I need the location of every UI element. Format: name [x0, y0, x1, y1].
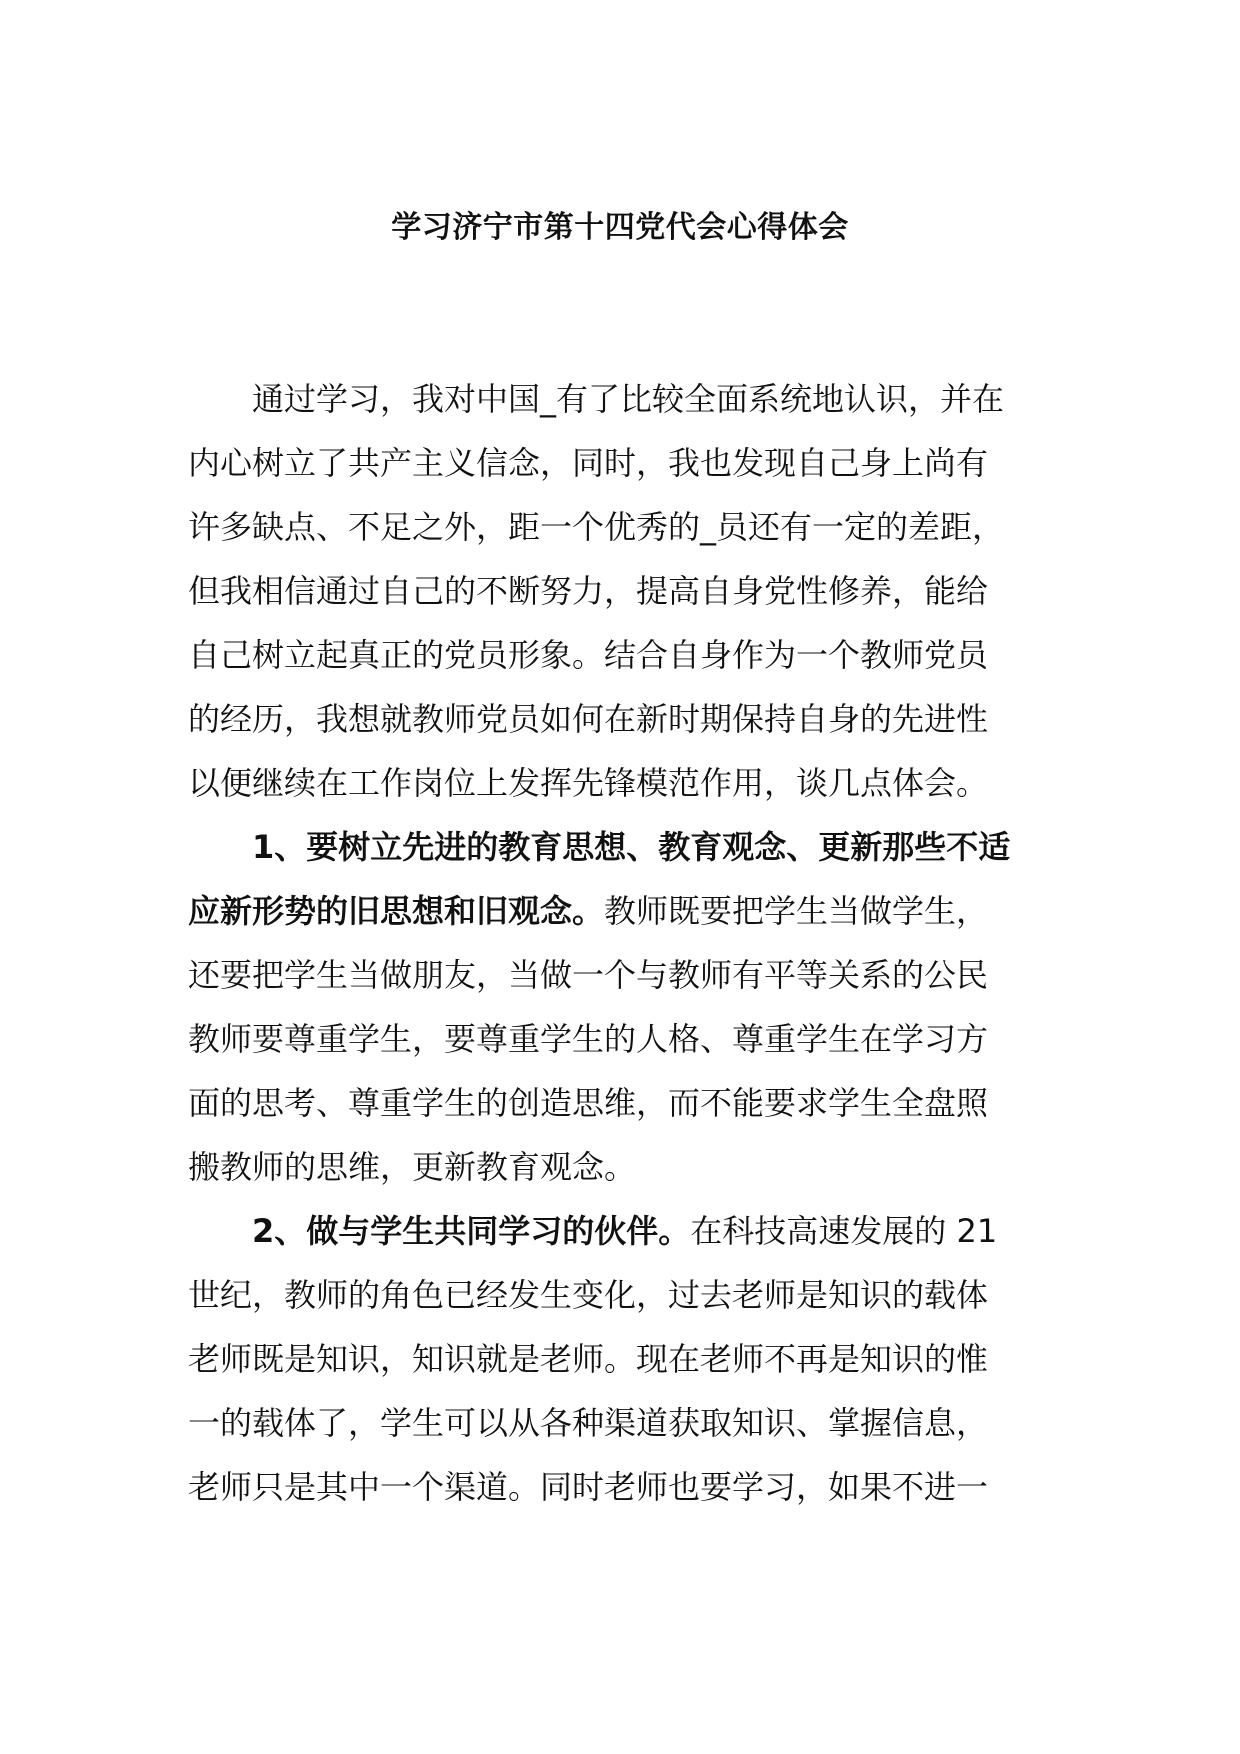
text-line: 自己树立起真正的党员形象。结合自身作为一个教师党员 — [188, 636, 989, 674]
text-line: 应新形势的旧思想和旧观念。教师既要把学生当做学生， — [188, 892, 989, 930]
text-line — [188, 815, 1058, 879]
text-line: 面的思考、尊重学生的创造思维，而不能要求学生全盘照 — [188, 1084, 989, 1122]
text-line: 老师只是其中一个渠道。同时老师也要学习，如果不进一 — [188, 1468, 989, 1506]
document-body — [188, 367, 1058, 1519]
text-line: 通过学习，我对中国_有了比较全面系统地认识，并在 — [252, 380, 1005, 418]
text-line: 的经历，我想就教师党员如何在新时期保持自身的先进性 — [188, 700, 989, 738]
text-line: 搬教师的思维，更新教育观念。 — [188, 1148, 637, 1186]
section-heading: 应新形势的旧思想和旧观念。 — [188, 892, 605, 930]
text-line: 世纪，教师的角色已经发生变化，过去老师是知识的载体 — [188, 1276, 989, 1314]
section-heading: 2、做与学生共同学习的伙伴。 — [252, 1212, 691, 1250]
text-line: 内心树立了共产主义信念，同时，我也发现自己身上尚有 — [188, 444, 989, 482]
text-line: 但我相信通过自己的不断努力，提高自身党性修养，能给 — [188, 572, 989, 610]
text-line: 还要把学生当做朋友，当做一个与教师有平等关系的公民 — [188, 956, 989, 994]
document-title: 学习济宁市第十四党代会心得体会 — [391, 210, 849, 245]
text-line: 老师既是知识，知识就是老师。现在老师不再是知识的惟 — [188, 1340, 989, 1378]
text-line: 一的载体了，学生可以从各种渠道获取知识、掌握信息， — [188, 1404, 989, 1442]
text-line: 2、做与学生共同学习的伙伴。在科技高速发展的 21 — [252, 1212, 998, 1250]
text-line: 许多缺点、不足之外，距一个优秀的_员还有一定的差距， — [188, 508, 1005, 546]
section-heading: 1、要树立先进的教育思想、教育观念、更新那些不适 — [252, 828, 1011, 866]
text-line: 教师要尊重学生，要尊重学生的人格、尊重学生在学习方 — [188, 1020, 989, 1058]
text-line: 以便继续在工作岗位上发挥先锋模范作用，谈几点体会。 — [188, 764, 989, 802]
